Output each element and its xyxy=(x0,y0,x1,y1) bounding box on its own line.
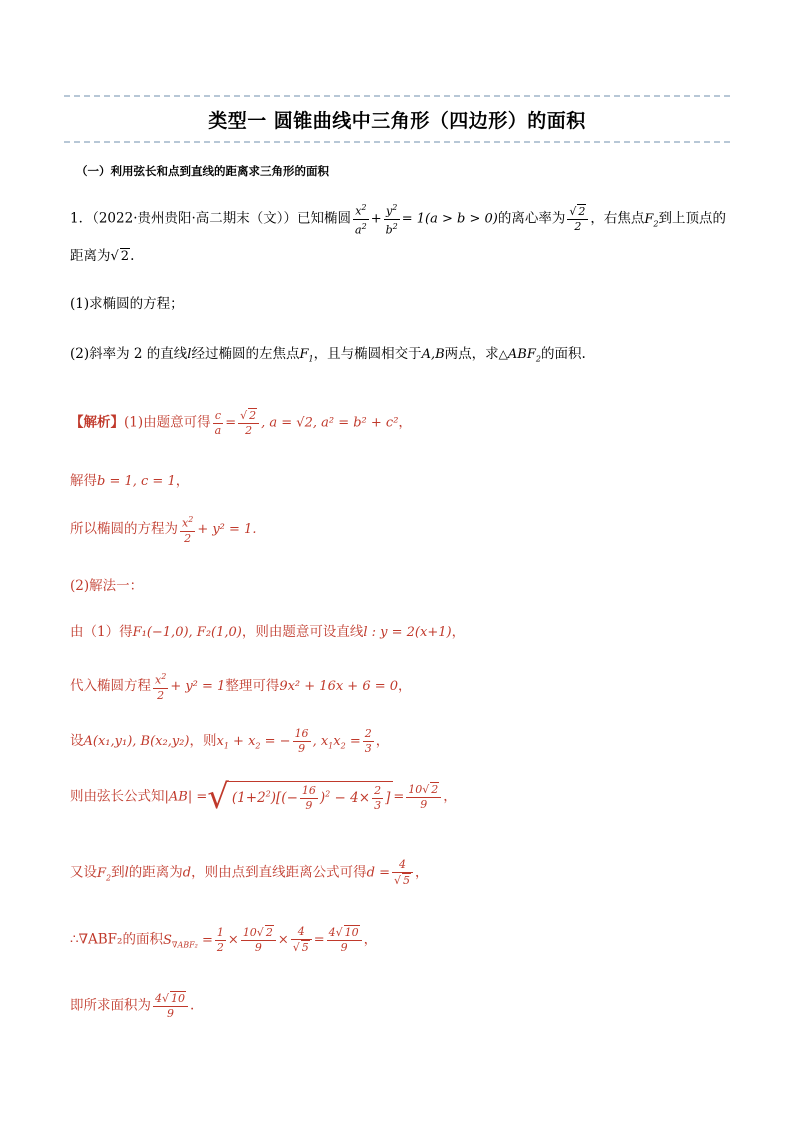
frac-10sqrt2-9: $\frac{10√ 2}{9}$ xyxy=(406,782,441,812)
frac-sqrt2-2b: $\frac{√ 2}{2}$ xyxy=(238,408,259,438)
solution-line-5: 由（1）得F₁(−1,0), F₂(1,0)，则由题意可设直线l : y = 2(x+1)， xyxy=(70,624,466,640)
frac-x2-2: $\frac{x^2}{2}$ xyxy=(182,515,194,545)
problem-part-2: (2)斜率为 2 的直线l经过椭圆的左焦点$F_1$，且与椭圆相交于A,B两点，求$\triangle ABF_2$的面积. xyxy=(70,346,586,364)
problem-line-2: 距离为√ 2. xyxy=(70,248,135,264)
solution-line-7: 设A(x₁,y₁), B(x₂,y₂)，则$x_1 + x_2$ = − $\frac{16}{9}$ , $x_1x_2$ = $\frac{2}{3}$ ， xyxy=(70,727,390,755)
page-title: 类型一 圆锥曲线中三角形（四边形）的面积 xyxy=(208,110,586,132)
solution-line-2: 解得b = 1, c = 1， xyxy=(70,473,190,489)
solution-line-3: 所以椭圆的方程为 $\frac{x^2}{2}$ + y² = 1. xyxy=(70,515,257,545)
frac-4-sqrt5: $\frac{4}{√ 5}$ xyxy=(392,858,413,888)
top-divider xyxy=(64,95,730,97)
solution-line-4: (2)解法一： xyxy=(70,578,144,594)
solution-line-11: 即所求面积为 $\frac{4√ 10}{9}$ . xyxy=(70,992,195,1020)
frac-x2-2b: $\frac{x^2}{2}$ xyxy=(155,672,167,702)
solution-line-8: 则由弦长公式知|AB| =√ $(1+2^2)[(-$ $\frac{16}{9}$ )$^2$ − 4× $\frac{2}{3}$ ] = $\frac{10√ 2}{9}$ ， xyxy=(70,777,457,817)
frac-2-3: $\frac{2}{3}$ xyxy=(364,727,372,755)
frac-sqrt2-2: $\frac{√ 2}{2}$ xyxy=(567,204,588,234)
solution-line-1: 【解析】(1)由题意可得 $\frac{c}{a}$ = $\frac{√ 2}{2}$ , a = √2, a² = b² + c²， xyxy=(70,408,412,437)
title-underline xyxy=(64,141,730,143)
frac-4sqrt10-9b: $\frac{4√ 10}{9}$ xyxy=(153,991,188,1021)
problem-line-1: 1．（2022·贵州贵阳·高二期末（文））已知椭圆 $\frac{x^2}{a^2}$ + $\frac{y^2}{b^2}$ = 1(a > b > 0)的离心率为 $\frac{√ 2}{2}$ ，右焦点$F_2$到上顶点的 xyxy=(70,203,726,237)
frac-x2-a2: $\frac{x^2}{a^2}$ xyxy=(355,203,367,237)
frac-y2-b2: $\frac{y^2}{b^2}$ xyxy=(385,203,398,237)
frac-c-a: $\frac{c}{a}$ xyxy=(214,408,222,437)
problem-part-1: (1)求椭圆的方程； xyxy=(70,296,184,312)
solution-line-10: ∴∇ABF₂的面积$S_{\nabla ABF_2}$ = $\frac{1}{2}$ × $\frac{10√ 2}{9}$ × $\frac{4}{√ 5}$ = $\frac{4√ 10}{9}$ ， xyxy=(70,925,378,954)
section-heading: （一）利用弦长和点到直线的距离求三角形的面积 xyxy=(76,164,329,178)
solution-line-6: 代入椭圆方程 $\frac{x^2}{2}$ + y² = 1整理可得9x² + 16x + 6 = 0， xyxy=(70,672,412,702)
frac-4sqrt10-9: $\frac{4√ 10}{9}$ xyxy=(327,925,362,955)
solution-line-9: 又设$F_2$到l的距离为d，则由点到直线距离公式可得d = $\frac{4}{√ 5}$ ， xyxy=(70,858,429,887)
frac-16-9: $\frac{16}{9}$ xyxy=(294,727,309,755)
